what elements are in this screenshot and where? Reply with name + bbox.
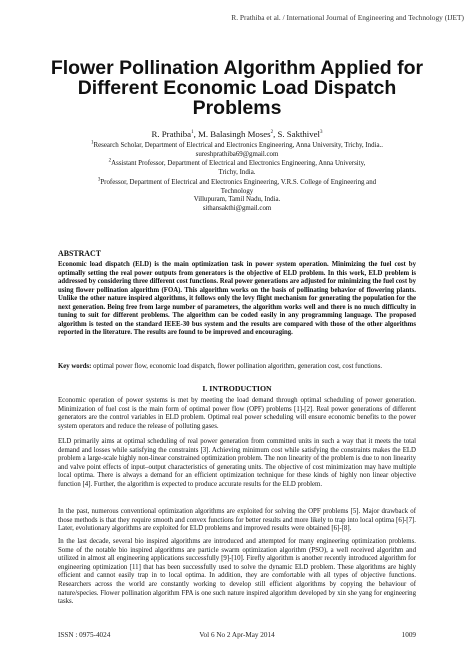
title-line-3: Problems [192, 97, 282, 119]
abstract-heading: ABSTRACT [58, 249, 101, 258]
keywords [58, 363, 416, 372]
paragraph-3: In the past, numerous conventional optimization algorithms are exploited for solving the OPF problems [5]. Major drawback of those methods is that they require smooth and convex functions for better results and more likely to trap into local optima [6]-[7]. Later, evolutionary algorithms are exploited for ELD problems and improved results were obtained [6]-[8]. [58, 508, 416, 533]
author-2-sup: 2 [270, 130, 274, 136]
affiliation-3-text-2: Technology [220, 187, 254, 195]
author-1: R. Prathiba [151, 129, 192, 139]
affiliation-3-sup: 3 [97, 177, 101, 183]
footer-issn: ISSN : 0975-4024 [58, 631, 111, 639]
affiliation-3-text-3: Villupuram, Tamil Nadu, India. [193, 196, 281, 204]
author-2: , M. Balasingh Moses [193, 129, 271, 139]
affiliation-1-text: Research Scholar, Department of Electrical and Electronics Engineering, Anna University, Trichy, India.. [93, 142, 383, 149]
section-heading-introduction: I. INTRODUCTION [202, 384, 272, 393]
affiliation-3-email[interactable]: sithansakthi@gmail.com [202, 204, 272, 212]
paper-title [40, 58, 434, 118]
keywords-label: Key words: [58, 363, 92, 370]
footer-page-number: 1009 [401, 631, 416, 639]
author-list [0, 129, 474, 139]
abstract-body: Economic load dispatch (ELD) is the main optimization task in power system operation. Minimizing the fuel cost by optimally setting the real power outputs from generators is the objective of ELD problem. In this work, ELD problem is addressed by considering three different cost functions. Real power generations are adjusted for minimizing the fuel cost by using flower pollination algorithm (FOA). This algorithm works on the basis of pollinating behavior of flowering plants. Unlike the other nature inspired algorithms, it follows only the levy flight mechanism for generating the population for the next generation. Being free from large number of parameters, the algorithm works well and there is no much difficulty in tuning to suit for different problems. The algorithm can be coded easily in any programming language. The proposed algorithm is tested on the standard IEEE-30 bus system and the results are compared with those of the other algorithms reported in the literature. The results are found to be improved and encouraging. [58, 261, 416, 336]
paragraph-2: ELD primarily aims at optimal scheduling of real power generation from committed units in such a way that it meets the total demand and losses while satisfying the constraints [3]. Achieving minimum cost while satisfying the constraints makes the ELD problem a large-scale highly non-linear constrained optimization problem. The non linearity of the problem is due to non linearity and valve point effects of input–output characteristics of generating units. The objective of cost minimization may have multiple local optima. There is always a demand for an efficient optimization technique for these kinds of highly non linear objective function [4]. Further, the algorithm is expected to produce accurate results for the ELD problem. [58, 438, 416, 488]
affiliation-2-text-2: Trichy, India. [218, 168, 256, 176]
paragraph-4: In the last decade, several bio inspired algorithms are introduced and attempted for many engineering optimization problems. Some of the notable bio inspired algorithms are particle swarm optimization algorithm (PSO), a well received algorithm and utilized in almost all engineering applications successfully [9]-[10]. Firefly algorithm is another recently introduced algorithm for engineering optimization [11] that has been successfully used to solve the dynamic ELD problem. These algorithms are highly efficient and cannot easily trap in to local optima. In addition, they are comfortable with all types of objective functions. Researchers across the world are constantly working to develop still efficient algorithms by copying the behaviour of nature/species. Flower pollination algorithm FPA is one such nature inspired algorithm developed by xin she yang for engineering tasks. [58, 538, 416, 606]
author-3: , S. Sakthivel [273, 129, 320, 139]
title-line-1: Flower Pollination Algorithm Applied for [50, 57, 424, 79]
affiliation-1-email[interactable]: sureshprathiba69@gmail.com [195, 150, 279, 158]
affiliation-2 [60, 160, 414, 177]
title-line-2: Different Economic Load Dispatch [77, 77, 397, 99]
author-1-sup: 1 [191, 130, 194, 136]
affiliation-1-sup: 1 [91, 140, 94, 146]
affiliation-3-text: Professor, Department of Electrical and Electronics Engineering, V.R.S. College of Engineering and [100, 179, 377, 186]
running-header: R. Prathiba et al. / International Journal of Engineering and Technology (IJET) [231, 13, 464, 22]
affiliation-1 [60, 142, 414, 159]
affiliation-2-sup: 2 [108, 158, 112, 164]
footer-volume: Vol 6 No 2 Apr-May 2014 [199, 631, 275, 639]
author-3-sup: 3 [320, 130, 323, 136]
affiliation-2-text: Assistant Professor, Department of Electrical and Electronics Engineering, Anna University, [111, 160, 366, 167]
keywords-text: optimal power flow, economic load dispatch, flower pollination algorithm, generation cost, cost functions. [91, 363, 383, 370]
affiliation-3 [60, 179, 414, 213]
paragraph-1: Economic operation of power systems is met by meeting the load demand through optimal scheduling of power generation. Minimization of fuel cost is the main form of optimal power flow (OPF) problems [1]-[2]. Real power generations of different generators are the control variables in ELD problem. Optimal real power scheduling will ensure economic benefits to the power system operators and reduce the release of polluting gases. [58, 397, 416, 430]
